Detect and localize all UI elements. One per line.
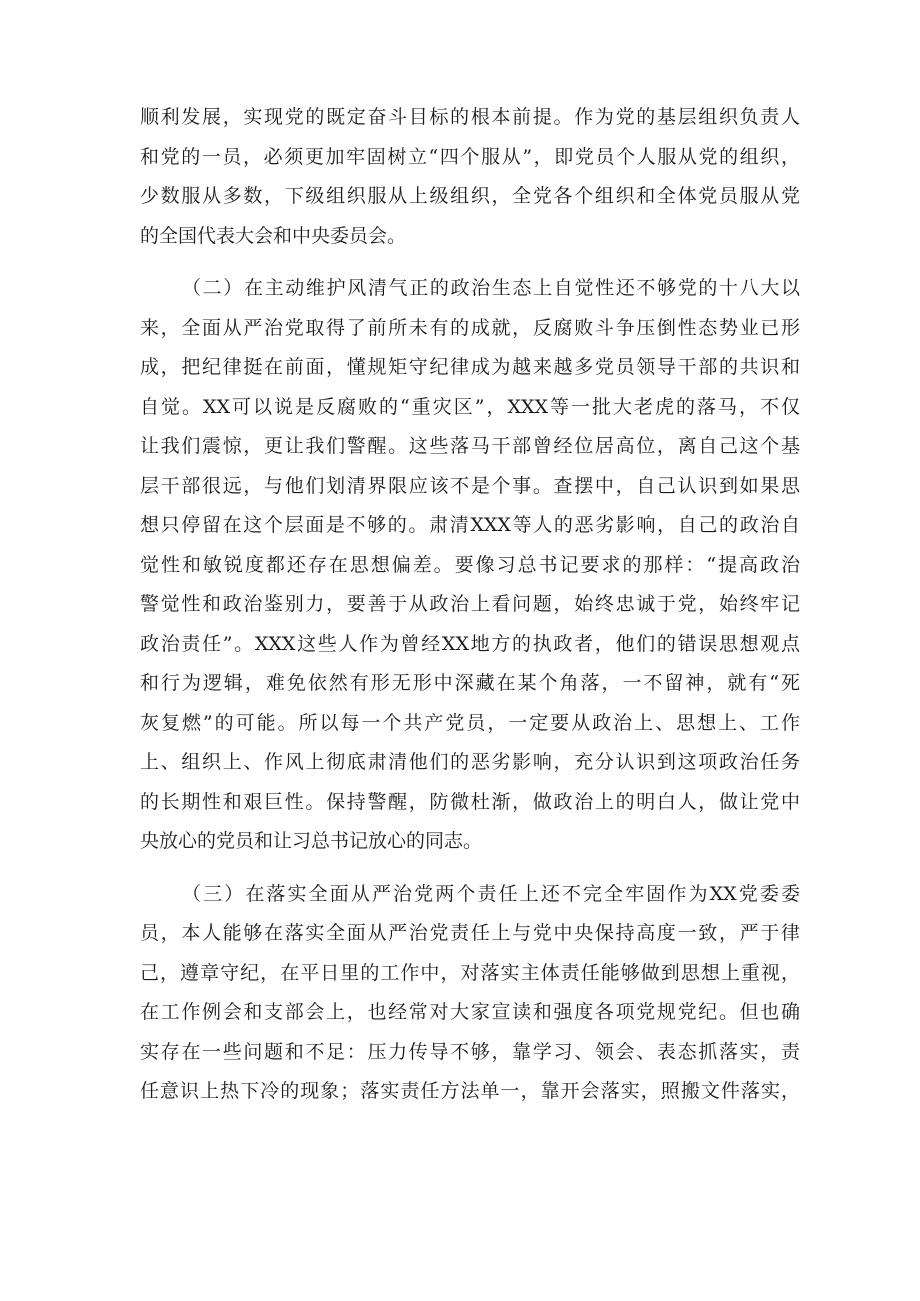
text-line: 任意识上热下冷的现象；落实责任方法单一，靠开会落实，照搬文件落实， [140,1080,800,1102]
text-line: 顺利发展，实现党的既定奋斗目标的根本前提。作为党的基层组织负责人 [140,106,800,128]
text-line: 来，全面从严治党取得了前所未有的成就，反腐败斗争压倒性态势业已形 [140,316,800,339]
paragraph-3 [140,875,800,1112]
text-line: 在工作例会和支部会上，也经常对大家宣读和强度各项党规党纪。但也确 [140,1001,800,1023]
text-line: 实存在一些问题和不足：压力传导不够，靠学习、领会、表态抓落实，责 [140,1040,800,1063]
text-line: 少数服从多数，下级组织服从上级组织，全党各个组织和全体党员服从党 [140,185,800,207]
text-line: 己，遵章守纪，在平日里的工作中，对落实主体责任能够做到思想上重视， [140,961,800,984]
paragraph-1 [140,98,800,256]
text-line: 的长期性和艰巨性。保持警醒，防微杜渐，做政治上的明白人，做让党中 [140,790,800,813]
text-line: （二）在主动维护风清气正的政治生态上自觉性还不够党的十八大以 [182,277,800,299]
text-line: 警觉性和政治鉴别力，要善于从政治上看问题，始终忠诚于党，始终牢记 [140,593,800,615]
text-line: 层干部很远，与他们划清界限应该不是个事。查摆中，自己认识到如果思 [140,474,800,497]
text-line: 觉性和敏锐度都还存在思想偏差。要像习总书记要求的那样：“提高政治 [140,553,800,576]
text-line: 让我们震惊，更让我们警醒。这些落马干部曾经位居高位，离自己这个基 [140,435,800,457]
text-line: 的全国代表大会和中央委员会。 [140,224,407,247]
text-line: 央放心的党员和让习总书记放心的同志。 [140,830,483,852]
text-line: 政治责任”。XXX这些人作为曾经XX地方的执政者，他们的错误思想观点 [140,632,800,655]
text-line: 和行为逻辑，难免依然有形无形中深藏在某个角落，一不留神，就有“死 [140,672,800,694]
text-line: 成，把纪律挺在前面，懂规矩守纪律成为越来越多党员领导干部的共识和 [140,356,800,378]
text-line: （三）在落实全面从严治党两个责任上还不完全牢固作为XX党委委 [182,882,800,905]
text-line: 灰复燃”的可能。所以每一个共产党员，一定要从政治上、思想上、工作 [140,711,800,734]
text-line: 员，本人能够在落实全面从严治党责任上与党中央保持高度一致，严于律 [140,922,800,944]
text-line: 想只停留在这个层面是不够的。肃清XXX等人的恶劣影响，自己的政治自 [140,514,800,536]
document-body [140,98,800,1125]
text-line: 和党的一员，必须更加牢固树立“四个服从”，即党员个人服从党的组织， [140,145,800,168]
text-line: 上、组织上、作风上彻底肃清他们的恶劣影响，充分认识到这项政治任务 [140,751,800,773]
text-line: 自觉。XX可以说是反腐败的“重灾区”，XXX等一批大老虎的落马，不仅 [140,395,800,418]
paragraph-2 [140,269,800,862]
